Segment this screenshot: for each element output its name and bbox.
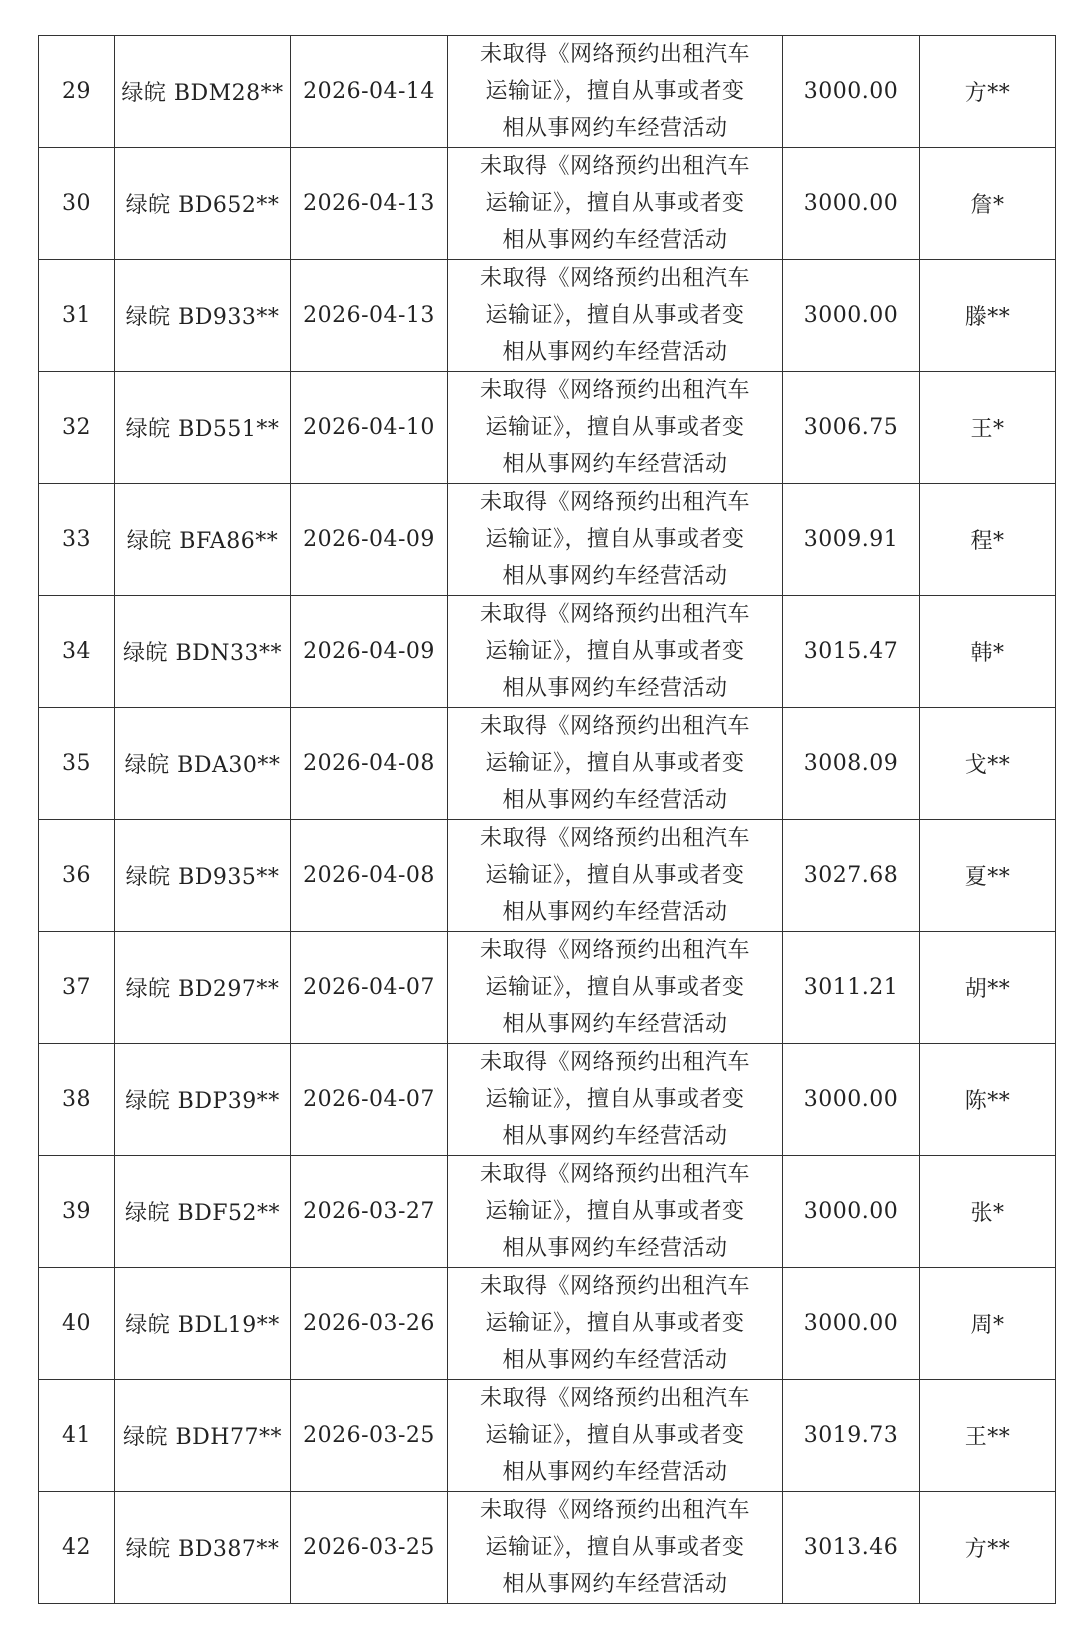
plate-number-cell: 绿皖 BD933** [115,260,291,372]
reason-line: 运输证》，擅自从事或者变 [485,863,745,888]
penalty-records-table [38,35,1056,1604]
reason-line: 运输证》，擅自从事或者变 [485,303,745,328]
reason-line: 相从事网约车经营活动 [502,564,728,589]
reason-line: 未取得《网络预约出租汽车 [479,826,750,851]
reason-line: 相从事网约车经营活动 [502,1460,728,1485]
table-row [39,1044,1056,1156]
plate-number-cell: 绿皖 BD551** [115,372,291,484]
date-cell: 2026-04-08 [291,820,448,932]
plate-number-cell: 绿皖 BDP39** [115,1044,291,1156]
row-number-cell: 37 [39,932,115,1044]
date-cell: 2026-04-07 [291,1044,448,1156]
reason-line: 未取得《网络预约出租汽车 [479,602,750,627]
amount-cell: 3008.09 [783,708,920,820]
plate-number-cell: 绿皖 BD652** [115,148,291,260]
reason-line: 未取得《网络预约出租汽车 [479,938,750,963]
reason-line: 相从事网约车经营活动 [502,1572,728,1597]
amount-cell: 3013.46 [783,1492,920,1604]
reason-cell [448,372,783,484]
reason-line: 相从事网约车经营活动 [502,228,728,253]
row-number-cell: 32 [39,372,115,484]
table-row [39,932,1056,1044]
amount-cell: 3015.47 [783,596,920,708]
person-name-cell: 程* [920,484,1056,596]
reason-cell [448,1492,783,1604]
table-body [39,36,1056,1604]
amount-cell: 3000.00 [783,260,920,372]
reason-line: 未取得《网络预约出租汽车 [479,154,750,179]
person-name-cell: 王** [920,1380,1056,1492]
reason-line: 未取得《网络预约出租汽车 [479,378,750,403]
person-name-cell: 戈** [920,708,1056,820]
date-cell: 2026-04-10 [291,372,448,484]
date-cell: 2026-04-13 [291,148,448,260]
row-number-cell: 38 [39,1044,115,1156]
reason-line: 运输证》，擅自从事或者变 [485,79,745,104]
row-number-cell: 33 [39,484,115,596]
date-cell: 2026-03-25 [291,1380,448,1492]
reason-line: 相从事网约车经营活动 [502,1236,728,1261]
reason-cell [448,1044,783,1156]
plate-number-cell: 绿皖 BDA30** [115,708,291,820]
reason-line: 运输证》，擅自从事或者变 [485,1311,745,1336]
reason-cell [448,596,783,708]
reason-line: 相从事网约车经营活动 [502,676,728,701]
reason-line: 运输证》，擅自从事或者变 [485,415,745,440]
reason-cell [448,1268,783,1380]
date-cell: 2026-03-25 [291,1492,448,1604]
plate-number-cell: 绿皖 BD297** [115,932,291,1044]
amount-cell: 3027.68 [783,820,920,932]
amount-cell: 3000.00 [783,36,920,148]
table-row [39,148,1056,260]
plate-number-cell: 绿皖 BD387** [115,1492,291,1604]
row-number-cell: 41 [39,1380,115,1492]
row-number-cell: 40 [39,1268,115,1380]
reason-line: 运输证》，擅自从事或者变 [485,975,745,1000]
plate-number-cell: 绿皖 BD935** [115,820,291,932]
reason-cell [448,484,783,596]
reason-cell [448,36,783,148]
row-number-cell: 30 [39,148,115,260]
reason-line: 未取得《网络预约出租汽车 [479,1274,750,1299]
table-row [39,260,1056,372]
reason-line: 运输证》，擅自从事或者变 [485,1199,745,1224]
table-row [39,596,1056,708]
reason-line: 未取得《网络预约出租汽车 [479,266,750,291]
amount-cell: 3000.00 [783,1268,920,1380]
date-cell: 2026-04-14 [291,36,448,148]
reason-line: 未取得《网络预约出租汽车 [479,42,750,67]
date-cell: 2026-03-26 [291,1268,448,1380]
reason-line: 运输证》，擅自从事或者变 [485,527,745,552]
reason-line: 未取得《网络预约出租汽车 [479,1498,750,1523]
amount-cell: 3000.00 [783,1156,920,1268]
reason-line: 未取得《网络预约出租汽车 [479,1050,750,1075]
amount-cell: 3000.00 [783,1044,920,1156]
reason-line: 相从事网约车经营活动 [502,788,728,813]
reason-line: 相从事网约车经营活动 [502,1348,728,1373]
plate-number-cell: 绿皖 BFA86** [115,484,291,596]
reason-cell [448,1156,783,1268]
person-name-cell: 方** [920,36,1056,148]
reason-line: 未取得《网络预约出租汽车 [479,490,750,515]
person-name-cell: 胡** [920,932,1056,1044]
amount-cell: 3006.75 [783,372,920,484]
person-name-cell: 王* [920,372,1056,484]
reason-cell [448,932,783,1044]
reason-line: 运输证》，擅自从事或者变 [485,639,745,664]
person-name-cell: 滕** [920,260,1056,372]
person-name-cell: 陈** [920,1044,1056,1156]
table-row [39,1156,1056,1268]
row-number-cell: 36 [39,820,115,932]
reason-cell [448,708,783,820]
person-name-cell: 方** [920,1492,1056,1604]
row-number-cell: 35 [39,708,115,820]
date-cell: 2026-04-13 [291,260,448,372]
plate-number-cell: 绿皖 BDL19** [115,1268,291,1380]
row-number-cell: 42 [39,1492,115,1604]
amount-cell: 3019.73 [783,1380,920,1492]
date-cell: 2026-04-09 [291,484,448,596]
row-number-cell: 29 [39,36,115,148]
person-name-cell: 詹* [920,148,1056,260]
reason-line: 相从事网约车经营活动 [502,340,728,365]
reason-line: 运输证》，擅自从事或者变 [485,1535,745,1560]
date-cell: 2026-04-07 [291,932,448,1044]
row-number-cell: 31 [39,260,115,372]
reason-line: 运输证》，擅自从事或者变 [485,751,745,776]
reason-cell [448,820,783,932]
table-row [39,1492,1056,1604]
reason-line: 未取得《网络预约出租汽车 [479,714,750,739]
table-row [39,1380,1056,1492]
date-cell: 2026-04-09 [291,596,448,708]
table-row [39,1268,1056,1380]
reason-cell [448,148,783,260]
reason-cell [448,260,783,372]
reason-line: 未取得《网络预约出租汽车 [479,1162,750,1187]
amount-cell: 3011.21 [783,932,920,1044]
person-name-cell: 夏** [920,820,1056,932]
table-row [39,372,1056,484]
person-name-cell: 周* [920,1268,1056,1380]
plate-number-cell: 绿皖 BDN33** [115,596,291,708]
table-row [39,36,1056,148]
amount-cell: 3009.91 [783,484,920,596]
person-name-cell: 张* [920,1156,1056,1268]
table-row [39,820,1056,932]
table-row [39,708,1056,820]
row-number-cell: 39 [39,1156,115,1268]
row-number-cell: 34 [39,596,115,708]
date-cell: 2026-03-27 [291,1156,448,1268]
reason-line: 相从事网约车经营活动 [502,900,728,925]
plate-number-cell: 绿皖 BDF52** [115,1156,291,1268]
person-name-cell: 韩* [920,596,1056,708]
amount-cell: 3000.00 [783,148,920,260]
reason-line: 相从事网约车经营活动 [502,1124,728,1149]
reason-line: 运输证》，擅自从事或者变 [485,191,745,216]
plate-number-cell: 绿皖 BDM28** [115,36,291,148]
reason-line: 运输证》，擅自从事或者变 [485,1423,745,1448]
plate-number-cell: 绿皖 BDH77** [115,1380,291,1492]
reason-line: 未取得《网络预约出租汽车 [479,1386,750,1411]
reason-line: 相从事网约车经营活动 [502,1012,728,1037]
reason-line: 相从事网约车经营活动 [502,452,728,477]
reason-line: 相从事网约车经营活动 [502,116,728,141]
reason-line: 运输证》，擅自从事或者变 [485,1087,745,1112]
date-cell: 2026-04-08 [291,708,448,820]
table-row [39,484,1056,596]
reason-cell [448,1380,783,1492]
